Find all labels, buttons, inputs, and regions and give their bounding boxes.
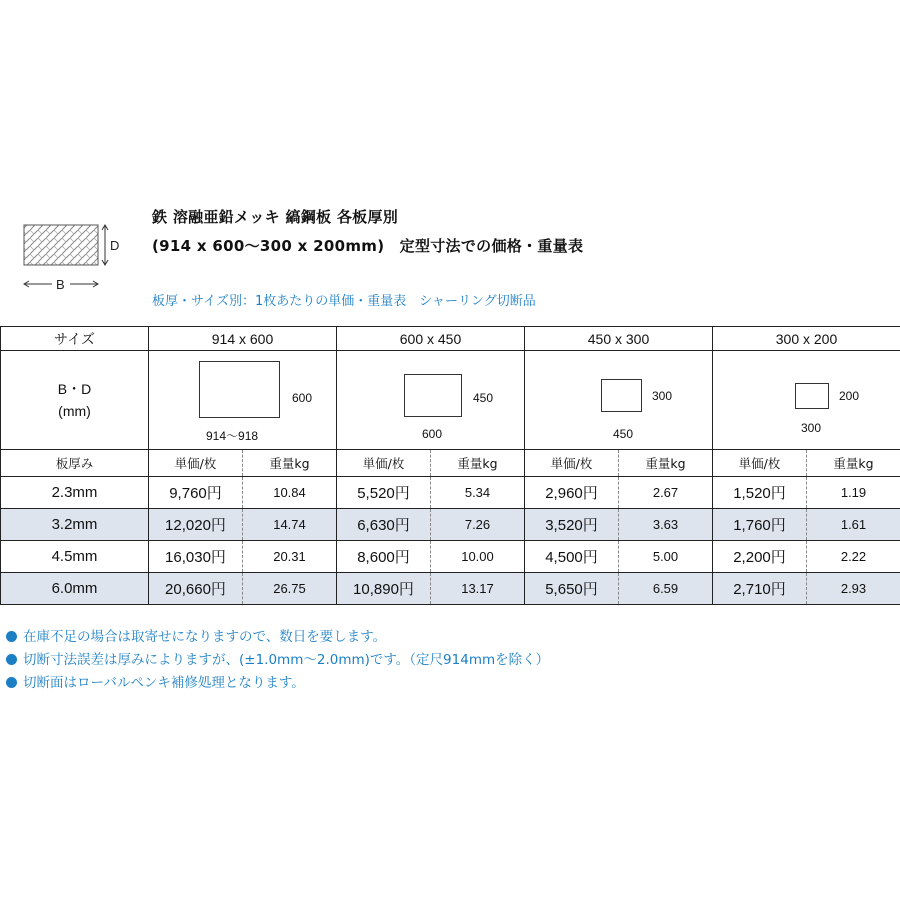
size-header-600x450: 600 x 450 (337, 327, 525, 351)
checker-plate-icon (22, 222, 132, 294)
dim-b-label: 914～918 (206, 429, 259, 443)
note-item (6, 649, 549, 672)
unit-price-cell: 20,660円 (149, 573, 243, 605)
note-item (6, 626, 549, 649)
unit-price-cell: 4,500円 (525, 541, 619, 573)
size-rect (199, 361, 280, 418)
size-header: サイズ (1, 327, 149, 351)
thickness-cell: 4.5mm (1, 541, 149, 573)
weight-cell: 13.17 (431, 573, 525, 605)
size-header-300x200: 300 x 200 (713, 327, 900, 351)
unit-price-cell: 5,650円 (525, 573, 619, 605)
dim-d-label: 600 (292, 391, 313, 405)
weight-cell: 20.31 (243, 541, 337, 573)
shape-914x600 (149, 351, 337, 450)
unit-price-cell: 2,710円 (713, 573, 807, 605)
table-row (1, 573, 900, 605)
unit-price-cell: 9,760円 (149, 477, 243, 509)
note-item (6, 672, 549, 695)
weight-cell: 7.26 (431, 509, 525, 541)
notes-list (6, 626, 549, 695)
price-weight-table (0, 326, 900, 605)
unit-price-cell: 10,890円 (337, 573, 431, 605)
dim-b-label: 300 (801, 421, 822, 435)
table-subtitle: 板厚・サイズ別：1枚あたりの単価・重量表 シャーリング切断品 (152, 294, 536, 309)
unit-price-cell: 12,020円 (149, 509, 243, 541)
weight-cell: 5.34 (431, 477, 525, 509)
dim-b-label: 450 (613, 427, 634, 441)
bullet-icon (6, 631, 17, 642)
unit-price-cell: 3,520円 (525, 509, 619, 541)
weight-cell: 26.75 (243, 573, 337, 605)
table-row (1, 541, 900, 573)
dim-d-label: 300 (652, 389, 673, 403)
table-row (1, 509, 900, 541)
unit-price-cell: 16,030円 (149, 541, 243, 573)
unit-price-header: 単価/枚 (713, 450, 807, 477)
unit-price-cell: 5,520円 (337, 477, 431, 509)
dim-b-label: 600 (422, 427, 443, 441)
unit-price-cell: 8,600円 (337, 541, 431, 573)
weight-header: 重量kg (619, 450, 713, 477)
unit-price-cell: 1,520円 (713, 477, 807, 509)
size-rect (404, 374, 462, 417)
thickness-cell: 2.3mm (1, 477, 149, 509)
page-title-dimensions: (914 x 600～300 x 200mm) 定型寸法での価格・重量表 (152, 237, 584, 255)
unit-price-cell: 6,630円 (337, 509, 431, 541)
plate-b-label: B (56, 277, 65, 292)
note-text: 切断寸法誤差は厚みによりますが、(±1.0mm～2.0mm)です。（定尺914mmを除く） (23, 652, 550, 668)
size-rect (795, 383, 829, 409)
weight-cell: 2.22 (807, 541, 900, 573)
weight-cell: 5.00 (619, 541, 713, 573)
weight-header: 重量kg (807, 450, 900, 477)
weight-cell: 2.67 (619, 477, 713, 509)
page-title: 鉄 溶融亜鉛メッキ 縞鋼板 各板厚別 (152, 208, 399, 226)
shape-450x300 (525, 351, 713, 450)
weight-cell: 1.61 (807, 509, 900, 541)
unit-price-header: 単価/枚 (337, 450, 431, 477)
bd-unit: (mm) (58, 403, 91, 419)
thickness-header: 板厚み (1, 450, 149, 477)
weight-cell: 1.19 (807, 477, 900, 509)
note-text: 切断面はローバルペンキ補修処理となります。 (23, 675, 305, 691)
table-row (1, 477, 900, 509)
weight-header: 重量kg (243, 450, 337, 477)
weight-cell: 10.84 (243, 477, 337, 509)
weight-cell: 3.63 (619, 509, 713, 541)
weight-cell: 10.00 (431, 541, 525, 573)
unit-price-cell: 2,960円 (525, 477, 619, 509)
weight-cell: 14.74 (243, 509, 337, 541)
size-header-914x600: 914 x 600 (149, 327, 337, 351)
weight-header: 重量kg (431, 450, 525, 477)
size-rect (601, 379, 642, 412)
shape-300x200 (713, 351, 900, 450)
weight-cell: 2.93 (807, 573, 900, 605)
note-text: 在庫不足の場合は取寄せになりますので、数日を要します。 (23, 629, 387, 645)
dim-d-label: 200 (839, 389, 860, 403)
bd-label-cell (1, 351, 149, 450)
unit-price-cell: 2,200円 (713, 541, 807, 573)
shape-600x450 (337, 351, 525, 450)
bullet-icon (6, 654, 17, 665)
weight-cell: 6.59 (619, 573, 713, 605)
thickness-cell: 3.2mm (1, 509, 149, 541)
unit-price-header: 単価/枚 (149, 450, 243, 477)
unit-price-cell: 1,760円 (713, 509, 807, 541)
size-header-450x300: 450 x 300 (525, 327, 713, 351)
dim-d-label: 450 (473, 391, 494, 405)
plate-d-label: D (110, 238, 120, 253)
bullet-icon (6, 677, 17, 688)
thickness-cell: 6.0mm (1, 573, 149, 605)
unit-price-header: 単価/枚 (525, 450, 619, 477)
bd-label: B・D (57, 381, 92, 397)
